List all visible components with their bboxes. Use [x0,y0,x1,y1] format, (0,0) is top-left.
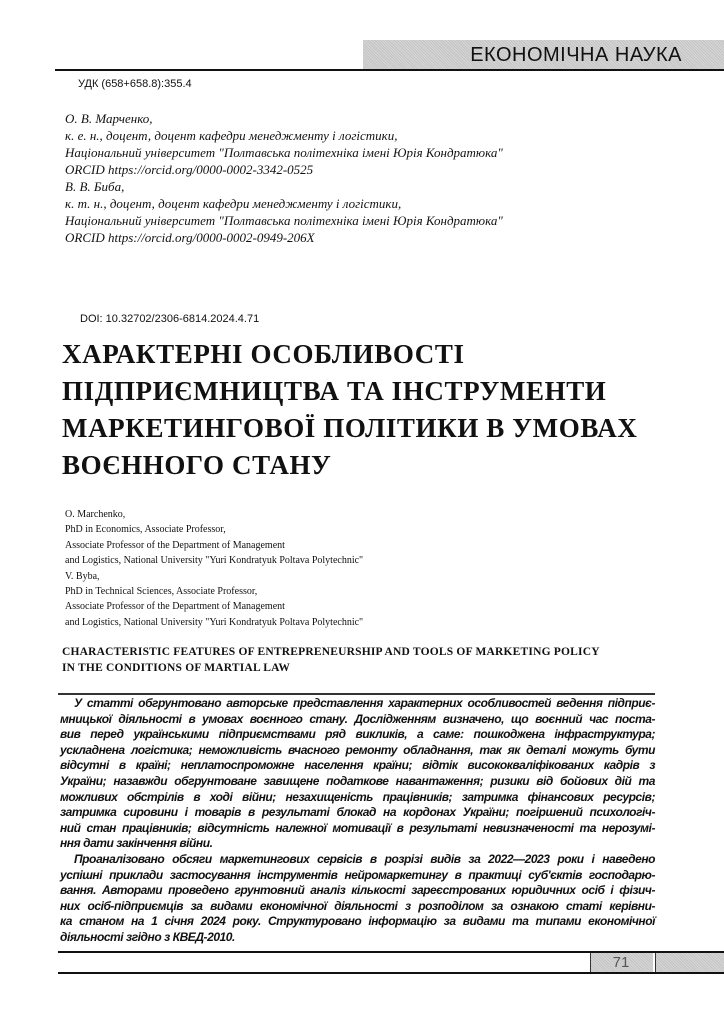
author-line: к. т. н., доцент, доцент кафедри менеджменту і логістики, [65,196,402,211]
article-title-english [62,644,600,676]
authors-ukrainian [65,110,503,246]
title-line: ПІДПРИЄМНИЦТВА ТА ІНСТРУМЕНТИ [62,376,607,406]
author-line: Національний університет "Полтавська політехніка імені Юрія Кондратюка" [65,145,503,160]
title-line: ВОЄННОГО СТАНУ [62,450,332,480]
article-title-ukrainian [62,336,637,484]
abstract-line: України; назавжди обгрунтоване завищене податкове навантаження; ризики від бойових дій та [60,773,655,788]
abstract-line: ний стан працівників; відсутність належної мотивації в результаті невизначеності та нерозумі- [60,820,655,835]
title-line: ХАРАКТЕРНІ ОСОБЛИВОСТІ [62,339,465,369]
abstract-line: ння дати закінчення війни. [60,836,213,851]
author-line: к. е. н., доцент, доцент кафедри менеджменту і логістики, [65,128,398,143]
abstract-line: них осіб-підприємців за видами економічної діяльності з розподілом за ознакою статі керівни- [60,898,655,913]
abstract-line: можливих обстрілів в ході війни; незахищеність працівників; затримка фінансових ресурсів; [60,789,655,804]
author-line: and Logistics, National University "Yuri Kondratyuk Poltava Polytechnic" [65,555,364,567]
abstract [60,696,655,946]
abstract-line: діяльності згідно з КВЕД-2010. [60,929,235,944]
authors-english [65,507,363,630]
abstract-line: ускладнена логістика; неможливість вчасного ремонту обладнання, так як деталі можуть бути [60,742,655,757]
author-line: PhD in Technical Sciences, Associate Professor, [65,586,258,598]
abstract-line: ка станом на 1 січня 2024 року. Структуровано інформацію за видами та типами економічної [60,914,655,929]
title-line: МАРКЕТИНГОВОЇ ПОЛІТИКИ В УМОВАХ [62,413,638,443]
author-line: V. Byba, [65,570,100,582]
journal-section-title: ЕКОНОМІЧНА НАУКА [470,44,682,66]
udk-code: УДК (658+658.8):355.4 [78,78,192,90]
title-line: CHARACTERISTIC FEATURES OF ENTREPRENEURSHIP AND TOOLS OF MARKETING POLICY [62,646,600,658]
author-line: О. В. Марченко, [65,111,153,126]
abstract-line: вання. Авторами проведено грунтовний аналіз кількості зареєстрованих юридичних осіб і фізич- [60,883,655,898]
author-line: and Logistics, National University "Yuri Kondratyuk Poltava Polytechnic" [65,616,364,628]
abstract-line: вив перед українськими підприємствами ряд викликів, а саме: пошкоджена інфраструктура; [60,727,655,742]
header-divider [55,69,724,71]
abstract-line: успішні приклади застосування інструментів нейромаркетингу в практиці суб'єктів господарю- [60,867,655,882]
orcid-link[interactable]: ORCID https://orcid.org/0000-0002-3342-0525 [65,162,314,177]
abstract-line: У статті обгрунтовано авторське представлення характерних особливостей ведення підприє- [74,696,655,710]
page-number: 71 [612,954,630,971]
author-line: Associate Professor of the Department of Management [65,601,285,613]
footer-divider-bottom [58,972,724,974]
abstract-line: відсутні в країні; неплатоспроможне населення країни; відтік висококваліфікованих кадрів з [60,758,655,773]
abstract-divider [58,693,655,695]
author-line: В. В. Биба, [65,179,125,194]
orcid-link[interactable]: ORCID https://orcid.org/0000-0002-0949-206X [65,230,315,245]
abstract-line: Проаналізовано обсяги маркетингових сервісів в розрізі видів за 2022—2023 роки і наведено [74,851,655,866]
author-line: Національний університет "Полтавська політехніка імені Юрія Кондратюка" [65,213,503,228]
abstract-line: мницької діяльності в умовах воєнного стану. Дослідженням визначено, що воєнний час поста- [60,711,655,726]
doi-link[interactable]: DOI: 10.32702/2306-6814.2024.4.71 [80,313,260,325]
footer-band [655,953,724,972]
title-line: IN THE CONDITIONS OF MARTIAL LAW [62,662,291,674]
author-line: O. Marchenko, [65,509,126,520]
author-line: PhD in Economics, Associate Professor, [65,524,226,536]
abstract-line: затримка сировини і товарів в результаті блокад на кордонах України; погіршений психологіч- [60,805,655,820]
author-line: Associate Professor of the Department of Management [65,539,285,551]
